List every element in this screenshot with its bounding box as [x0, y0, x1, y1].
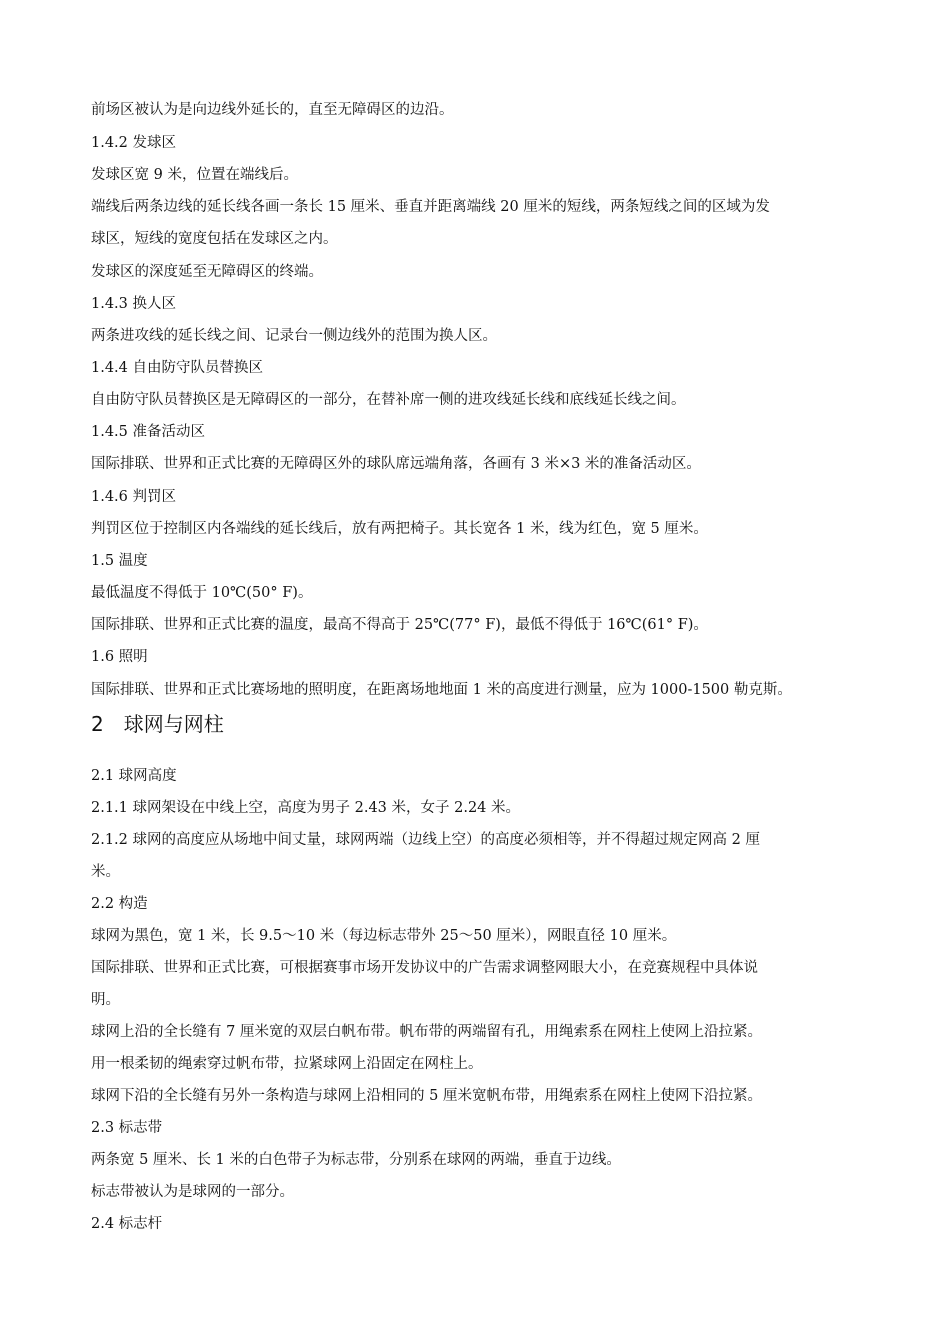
paragraph-line: 球网为黑色，宽 1 米，长 9.5～10 米（每边标志带外 25～50 厘米），网眼直径 10 厘米。	[91, 928, 677, 944]
paragraph-line: 两条进攻线的延长线之间、记录台一侧边线外的范围为换人区。	[91, 328, 497, 344]
paragraph-line: 国际排联、世界和正式比赛，可根据赛事市场开发协议中的广告需求调整网眼大小，在竞赛规程中具体说	[91, 960, 758, 976]
paragraph-line: 国际排联、世界和正式比赛场地的照明度，在距离场地地面 1 米的高度进行测量，应为 1000-1500 勒克斯。	[91, 682, 792, 698]
paragraph-line: 明。	[91, 992, 120, 1008]
section-heading: 1.6 照明	[91, 649, 148, 665]
section-heading: 1.4.5 准备活动区	[91, 424, 206, 440]
paragraph-line: 发球区的深度延至无障碍区的终端。	[91, 264, 323, 280]
paragraph-line: 球网上沿的全长缝有 7 厘米宽的双层白帆布带。帆布带的两端留有孔，用绳索系在网柱上使网上沿拉紧。	[91, 1024, 762, 1040]
section-heading: 1.4.2 发球区	[91, 135, 177, 151]
paragraph-line: 前场区被认为是向边线外延长的，直至无障碍区的边沿。	[91, 102, 454, 118]
paragraph-line: 球区，短线的宽度包括在发球区之内。	[91, 231, 338, 247]
paragraph-line: 判罚区位于控制区内各端线的延长线后，放有两把椅子。其长宽各 1 米，线为红色，宽 5 厘米。	[91, 521, 708, 537]
paragraph-line: 用一根柔韧的绳索穿过帆布带，拉紧球网上沿固定在网柱上。	[91, 1056, 483, 1072]
paragraph-line: 标志带被认为是球网的一部分。	[91, 1184, 294, 1200]
paragraph-line: 米。	[91, 864, 120, 880]
paragraph-line: 国际排联、世界和正式比赛的无障碍区外的球队席远端角落，各画有 3 米×3 米的准备活动区。	[91, 456, 701, 472]
paragraph-line: 端线后两条边线的延长线各画一条长 15 厘米、垂直并距离端线 20 厘米的短线，两条短线之间的区域为发	[91, 199, 770, 215]
section-heading: 2.2 构造	[91, 896, 148, 912]
chapter-heading: 2 球网与网柱	[91, 712, 224, 736]
section-heading: 2.1 球网高度	[91, 768, 177, 784]
paragraph-line: 自由防守队员替换区是无障碍区的一部分，在替补席一侧的进攻线延长线和底线延长线之间。	[91, 392, 686, 408]
section-heading: 1.4.3 换人区	[91, 296, 177, 312]
paragraph-line: 两条宽 5 厘米、长 1 米的白色带子为标志带，分别系在球网的两端，垂直于边线。	[91, 1152, 621, 1168]
paragraph-line: 球网下沿的全长缝有另外一条构造与球网上沿相同的 5 厘米宽帆布带，用绳索系在网柱上使网下沿拉紧。	[91, 1088, 762, 1104]
section-heading: 2.3 标志带	[91, 1120, 163, 1136]
section-heading: 1.4.4 自由防守队员替换区	[91, 360, 264, 376]
paragraph-line: 国际排联、世界和正式比赛的温度，最高不得高于 25℃(77° F)，最低不得低于 16℃(61° F)。	[91, 617, 708, 633]
section-heading: 2.4 标志杆	[91, 1216, 163, 1232]
paragraph-line: 2.1.1 球网架设在中线上空，高度为男子 2.43 米，女子 2.24 米。	[91, 800, 521, 816]
paragraph-line: 发球区宽 9 米，位置在端线后。	[91, 167, 298, 183]
section-heading: 1.5 温度	[91, 553, 148, 569]
paragraph-line: 2.1.2 球网的高度应从场地中间丈量，球网两端（边线上空）的高度必须相等，并不得超过规定网高 2 厘	[91, 832, 760, 848]
paragraph-line: 最低温度不得低于 10℃(50° F)。	[91, 585, 313, 601]
section-heading: 1.4.6 判罚区	[91, 489, 177, 505]
